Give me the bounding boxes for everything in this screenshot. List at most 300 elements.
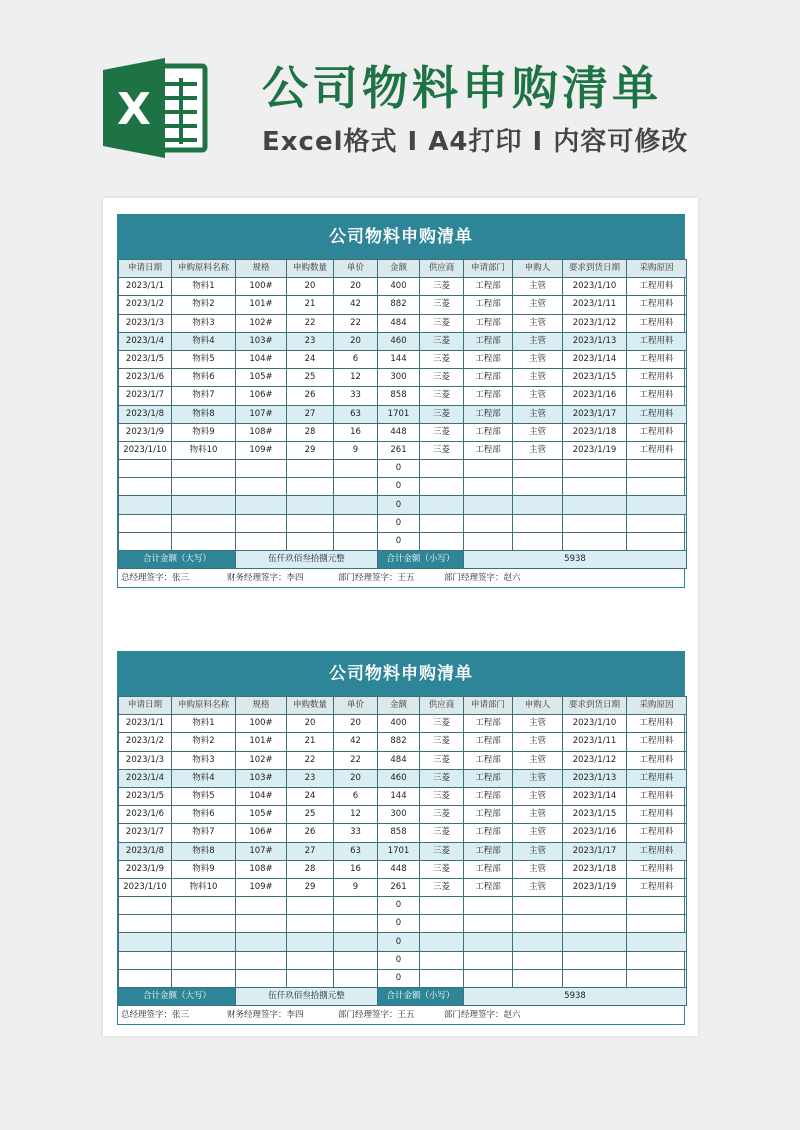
table-cell[interactable]: 0 bbox=[378, 532, 420, 550]
table-cell[interactable]: 三菱 bbox=[420, 842, 464, 860]
table-cell[interactable] bbox=[420, 478, 464, 496]
table-cell[interactable] bbox=[420, 496, 464, 514]
table-cell[interactable]: 0 bbox=[378, 933, 420, 951]
table-cell[interactable]: 2023/1/14 bbox=[563, 787, 627, 805]
table-cell[interactable]: 107# bbox=[236, 842, 287, 860]
table-cell[interactable] bbox=[287, 514, 334, 532]
table-cell[interactable]: 物料2 bbox=[172, 296, 236, 314]
table-cell[interactable]: 2023/1/5 bbox=[119, 787, 172, 805]
table-cell[interactable] bbox=[420, 532, 464, 550]
table-cell[interactable]: 9 bbox=[334, 441, 378, 459]
table-cell[interactable]: 448 bbox=[378, 860, 420, 878]
table-cell[interactable]: 三菱 bbox=[420, 332, 464, 350]
table-cell[interactable]: 1701 bbox=[378, 842, 420, 860]
table-cell[interactable]: 三菱 bbox=[420, 296, 464, 314]
table-cell[interactable]: 144 bbox=[378, 787, 420, 805]
table-cell[interactable] bbox=[236, 496, 287, 514]
table-cell[interactable]: 主管 bbox=[513, 787, 563, 805]
total-upper-value[interactable]: 伍仟玖佰叁拾捌元整 bbox=[236, 988, 378, 1006]
table-cell[interactable] bbox=[464, 969, 513, 987]
table-cell[interactable]: 主管 bbox=[513, 824, 563, 842]
table-cell[interactable] bbox=[236, 969, 287, 987]
table-cell[interactable] bbox=[464, 460, 513, 478]
table-cell[interactable]: 主管 bbox=[513, 769, 563, 787]
table-cell[interactable]: 20 bbox=[334, 332, 378, 350]
table-cell[interactable]: 9 bbox=[334, 878, 378, 896]
table-cell[interactable]: 主管 bbox=[513, 296, 563, 314]
table-cell[interactable] bbox=[172, 514, 236, 532]
table-cell[interactable]: 三菱 bbox=[420, 314, 464, 332]
table-cell[interactable]: 23 bbox=[287, 332, 334, 350]
total-lower-value[interactable]: 5938 bbox=[464, 988, 687, 1006]
table-cell[interactable]: 工程部 bbox=[464, 296, 513, 314]
table-cell[interactable]: 103# bbox=[236, 769, 287, 787]
table-cell[interactable] bbox=[334, 532, 378, 550]
table-cell[interactable]: 2023/1/2 bbox=[119, 296, 172, 314]
table-cell[interactable]: 1701 bbox=[378, 405, 420, 423]
table-cell[interactable]: 20 bbox=[334, 278, 378, 296]
table-cell[interactable] bbox=[420, 969, 464, 987]
table-cell[interactable]: 2023/1/13 bbox=[563, 332, 627, 350]
table-cell[interactable]: 0 bbox=[378, 969, 420, 987]
table-cell[interactable] bbox=[287, 496, 334, 514]
table-cell[interactable]: 2023/1/10 bbox=[119, 878, 172, 896]
table-cell[interactable]: 24 bbox=[287, 787, 334, 805]
table-cell[interactable] bbox=[627, 532, 687, 550]
table-cell[interactable] bbox=[119, 478, 172, 496]
table-cell[interactable] bbox=[119, 514, 172, 532]
table-cell[interactable]: 工程用料 bbox=[627, 733, 687, 751]
table-cell[interactable]: 28 bbox=[287, 860, 334, 878]
table-cell[interactable] bbox=[563, 460, 627, 478]
table-cell[interactable] bbox=[563, 514, 627, 532]
table-cell[interactable]: 2023/1/8 bbox=[119, 842, 172, 860]
table-cell[interactable] bbox=[563, 496, 627, 514]
table-cell[interactable]: 主管 bbox=[513, 369, 563, 387]
table-cell[interactable]: 2023/1/19 bbox=[563, 878, 627, 896]
table-cell[interactable]: 物料3 bbox=[172, 314, 236, 332]
table-cell[interactable]: 25 bbox=[287, 369, 334, 387]
table-cell[interactable]: 工程部 bbox=[464, 441, 513, 459]
table-cell[interactable]: 484 bbox=[378, 314, 420, 332]
table-cell[interactable]: 22 bbox=[287, 751, 334, 769]
table-cell[interactable]: 460 bbox=[378, 332, 420, 350]
table-cell[interactable] bbox=[334, 460, 378, 478]
table-cell[interactable]: 882 bbox=[378, 733, 420, 751]
table-cell[interactable]: 27 bbox=[287, 405, 334, 423]
table-cell[interactable]: 2023/1/7 bbox=[119, 387, 172, 405]
table-cell[interactable] bbox=[172, 496, 236, 514]
table-cell[interactable]: 400 bbox=[378, 278, 420, 296]
table-cell[interactable] bbox=[464, 496, 513, 514]
table-cell[interactable] bbox=[513, 897, 563, 915]
table-cell[interactable]: 16 bbox=[334, 860, 378, 878]
table-cell[interactable] bbox=[627, 496, 687, 514]
table-cell[interactable] bbox=[464, 951, 513, 969]
table-cell[interactable]: 2023/1/16 bbox=[563, 824, 627, 842]
table-cell[interactable] bbox=[287, 460, 334, 478]
table-cell[interactable]: 三菱 bbox=[420, 387, 464, 405]
table-cell[interactable]: 2023/1/15 bbox=[563, 369, 627, 387]
table-cell[interactable] bbox=[119, 897, 172, 915]
table-cell[interactable] bbox=[627, 969, 687, 987]
table-cell[interactable]: 工程部 bbox=[464, 405, 513, 423]
table-cell[interactable]: 100# bbox=[236, 278, 287, 296]
table-cell[interactable] bbox=[119, 532, 172, 550]
table-cell[interactable] bbox=[513, 933, 563, 951]
table-cell[interactable]: 101# bbox=[236, 733, 287, 751]
table-cell[interactable]: 三菱 bbox=[420, 369, 464, 387]
table-cell[interactable] bbox=[563, 969, 627, 987]
table-cell[interactable]: 物料2 bbox=[172, 733, 236, 751]
table-cell[interactable] bbox=[172, 460, 236, 478]
table-cell[interactable]: 物料8 bbox=[172, 842, 236, 860]
table-cell[interactable] bbox=[172, 933, 236, 951]
table-cell[interactable]: 三菱 bbox=[420, 751, 464, 769]
table-cell[interactable]: 物料6 bbox=[172, 369, 236, 387]
table-cell[interactable]: 工程用料 bbox=[627, 751, 687, 769]
table-cell[interactable] bbox=[563, 915, 627, 933]
total-lower-value[interactable]: 5938 bbox=[464, 551, 687, 569]
table-cell[interactable]: 主管 bbox=[513, 842, 563, 860]
table-cell[interactable]: 2023/1/3 bbox=[119, 751, 172, 769]
table-cell[interactable]: 工程部 bbox=[464, 787, 513, 805]
table-cell[interactable]: 2023/1/11 bbox=[563, 296, 627, 314]
table-cell[interactable] bbox=[563, 532, 627, 550]
table-cell[interactable] bbox=[236, 460, 287, 478]
table-cell[interactable]: 20 bbox=[287, 715, 334, 733]
table-cell[interactable]: 33 bbox=[334, 387, 378, 405]
table-cell[interactable] bbox=[513, 514, 563, 532]
table-cell[interactable]: 108# bbox=[236, 423, 287, 441]
table-cell[interactable]: 106# bbox=[236, 824, 287, 842]
table-cell[interactable]: 144 bbox=[378, 350, 420, 368]
table-cell[interactable]: 0 bbox=[378, 915, 420, 933]
table-cell[interactable]: 2023/1/14 bbox=[563, 350, 627, 368]
table-cell[interactable]: 106# bbox=[236, 387, 287, 405]
table-cell[interactable]: 26 bbox=[287, 824, 334, 842]
table-cell[interactable] bbox=[420, 951, 464, 969]
table-cell[interactable]: 工程用料 bbox=[627, 824, 687, 842]
table-cell[interactable]: 工程用料 bbox=[627, 769, 687, 787]
table-cell[interactable] bbox=[563, 478, 627, 496]
table-cell[interactable]: 104# bbox=[236, 787, 287, 805]
table-cell[interactable]: 6 bbox=[334, 350, 378, 368]
table-cell[interactable]: 400 bbox=[378, 715, 420, 733]
table-cell[interactable]: 0 bbox=[378, 460, 420, 478]
table-cell[interactable] bbox=[119, 951, 172, 969]
table-cell[interactable]: 2023/1/3 bbox=[119, 314, 172, 332]
table-cell[interactable]: 2023/1/8 bbox=[119, 405, 172, 423]
table-cell[interactable]: 三菱 bbox=[420, 878, 464, 896]
table-cell[interactable]: 工程用料 bbox=[627, 441, 687, 459]
table-cell[interactable]: 主管 bbox=[513, 806, 563, 824]
table-cell[interactable]: 101# bbox=[236, 296, 287, 314]
table-cell[interactable]: 882 bbox=[378, 296, 420, 314]
table-cell[interactable]: 主管 bbox=[513, 878, 563, 896]
table-cell[interactable]: 物料1 bbox=[172, 278, 236, 296]
table-cell[interactable]: 物料8 bbox=[172, 405, 236, 423]
table-cell[interactable]: 109# bbox=[236, 441, 287, 459]
table-cell[interactable]: 工程部 bbox=[464, 278, 513, 296]
table-cell[interactable]: 工程部 bbox=[464, 423, 513, 441]
table-cell[interactable]: 主管 bbox=[513, 405, 563, 423]
table-cell[interactable]: 105# bbox=[236, 806, 287, 824]
table-cell[interactable]: 工程用料 bbox=[627, 878, 687, 896]
table-cell[interactable]: 工程部 bbox=[464, 314, 513, 332]
table-cell[interactable]: 三菱 bbox=[420, 278, 464, 296]
table-cell[interactable]: 24 bbox=[287, 350, 334, 368]
table-cell[interactable]: 0 bbox=[378, 951, 420, 969]
table-cell[interactable]: 0 bbox=[378, 478, 420, 496]
table-cell[interactable] bbox=[464, 897, 513, 915]
table-cell[interactable]: 21 bbox=[287, 733, 334, 751]
table-cell[interactable]: 12 bbox=[334, 806, 378, 824]
table-cell[interactable]: 21 bbox=[287, 296, 334, 314]
table-cell[interactable]: 三菱 bbox=[420, 350, 464, 368]
table-cell[interactable]: 448 bbox=[378, 423, 420, 441]
table-cell[interactable]: 2023/1/18 bbox=[563, 423, 627, 441]
table-cell[interactable]: 858 bbox=[378, 824, 420, 842]
table-cell[interactable] bbox=[420, 514, 464, 532]
table-cell[interactable]: 22 bbox=[334, 751, 378, 769]
table-cell[interactable]: 2023/1/6 bbox=[119, 369, 172, 387]
table-cell[interactable] bbox=[334, 951, 378, 969]
table-cell[interactable]: 主管 bbox=[513, 751, 563, 769]
table-cell[interactable] bbox=[172, 915, 236, 933]
table-cell[interactable]: 22 bbox=[287, 314, 334, 332]
table-cell[interactable]: 2023/1/4 bbox=[119, 332, 172, 350]
table-cell[interactable] bbox=[627, 951, 687, 969]
table-cell[interactable] bbox=[334, 478, 378, 496]
table-cell[interactable]: 0 bbox=[378, 496, 420, 514]
table-cell[interactable] bbox=[287, 933, 334, 951]
table-cell[interactable] bbox=[287, 478, 334, 496]
table-cell[interactable]: 2023/1/5 bbox=[119, 350, 172, 368]
table-cell[interactable]: 63 bbox=[334, 842, 378, 860]
table-cell[interactable]: 物料1 bbox=[172, 715, 236, 733]
table-cell[interactable] bbox=[236, 951, 287, 969]
table-cell[interactable]: 物料10 bbox=[172, 441, 236, 459]
table-cell[interactable]: 三菱 bbox=[420, 787, 464, 805]
table-cell[interactable]: 2023/1/10 bbox=[563, 715, 627, 733]
table-cell[interactable]: 2023/1/18 bbox=[563, 860, 627, 878]
table-cell[interactable] bbox=[513, 496, 563, 514]
table-cell[interactable] bbox=[287, 969, 334, 987]
table-cell[interactable] bbox=[334, 933, 378, 951]
table-cell[interactable]: 2023/1/12 bbox=[563, 751, 627, 769]
table-cell[interactable]: 2023/1/6 bbox=[119, 806, 172, 824]
table-cell[interactable] bbox=[236, 514, 287, 532]
table-cell[interactable]: 工程部 bbox=[464, 769, 513, 787]
table-cell[interactable] bbox=[513, 460, 563, 478]
table-cell[interactable]: 0 bbox=[378, 897, 420, 915]
table-cell[interactable]: 2023/1/11 bbox=[563, 733, 627, 751]
table-cell[interactable]: 2023/1/19 bbox=[563, 441, 627, 459]
table-cell[interactable]: 484 bbox=[378, 751, 420, 769]
table-cell[interactable]: 2023/1/1 bbox=[119, 715, 172, 733]
table-cell[interactable] bbox=[119, 933, 172, 951]
table-cell[interactable] bbox=[287, 897, 334, 915]
table-cell[interactable]: 工程部 bbox=[464, 860, 513, 878]
table-cell[interactable]: 物料9 bbox=[172, 860, 236, 878]
table-cell[interactable]: 工程部 bbox=[464, 369, 513, 387]
table-cell[interactable]: 物料4 bbox=[172, 332, 236, 350]
table-cell[interactable] bbox=[464, 933, 513, 951]
table-cell[interactable] bbox=[119, 496, 172, 514]
table-cell[interactable]: 工程用料 bbox=[627, 423, 687, 441]
table-cell[interactable]: 三菱 bbox=[420, 860, 464, 878]
table-cell[interactable]: 108# bbox=[236, 860, 287, 878]
table-cell[interactable]: 25 bbox=[287, 806, 334, 824]
table-cell[interactable]: 23 bbox=[287, 769, 334, 787]
table-cell[interactable]: 261 bbox=[378, 878, 420, 896]
table-cell[interactable] bbox=[464, 532, 513, 550]
table-cell[interactable]: 工程部 bbox=[464, 806, 513, 824]
table-cell[interactable]: 工程用料 bbox=[627, 860, 687, 878]
table-cell[interactable]: 2023/1/16 bbox=[563, 387, 627, 405]
table-cell[interactable]: 28 bbox=[287, 423, 334, 441]
table-cell[interactable] bbox=[627, 915, 687, 933]
table-cell[interactable]: 2023/1/9 bbox=[119, 860, 172, 878]
table-cell[interactable] bbox=[334, 915, 378, 933]
table-cell[interactable]: 三菱 bbox=[420, 769, 464, 787]
table-cell[interactable]: 2023/1/12 bbox=[563, 314, 627, 332]
table-cell[interactable]: 物料4 bbox=[172, 769, 236, 787]
table-cell[interactable]: 工程用料 bbox=[627, 350, 687, 368]
table-cell[interactable] bbox=[464, 915, 513, 933]
table-cell[interactable]: 104# bbox=[236, 350, 287, 368]
table-cell[interactable]: 工程部 bbox=[464, 733, 513, 751]
table-cell[interactable]: 2023/1/9 bbox=[119, 423, 172, 441]
table-cell[interactable]: 三菱 bbox=[420, 806, 464, 824]
table-cell[interactable] bbox=[513, 915, 563, 933]
table-cell[interactable]: 工程用料 bbox=[627, 369, 687, 387]
table-cell[interactable]: 工程用料 bbox=[627, 842, 687, 860]
table-cell[interactable]: 物料7 bbox=[172, 824, 236, 842]
table-cell[interactable] bbox=[172, 478, 236, 496]
table-cell[interactable] bbox=[464, 478, 513, 496]
table-cell[interactable] bbox=[236, 933, 287, 951]
table-cell[interactable]: 主管 bbox=[513, 278, 563, 296]
table-cell[interactable]: 29 bbox=[287, 441, 334, 459]
table-cell[interactable] bbox=[627, 460, 687, 478]
table-cell[interactable]: 20 bbox=[334, 715, 378, 733]
table-cell[interactable]: 工程用料 bbox=[627, 296, 687, 314]
table-cell[interactable] bbox=[334, 897, 378, 915]
table-cell[interactable] bbox=[287, 951, 334, 969]
table-cell[interactable] bbox=[563, 951, 627, 969]
table-cell[interactable]: 主管 bbox=[513, 350, 563, 368]
table-cell[interactable]: 2023/1/10 bbox=[119, 441, 172, 459]
table-cell[interactable]: 物料10 bbox=[172, 878, 236, 896]
table-cell[interactable]: 300 bbox=[378, 806, 420, 824]
table-cell[interactable]: 0 bbox=[378, 514, 420, 532]
table-cell[interactable]: 12 bbox=[334, 369, 378, 387]
table-cell[interactable] bbox=[513, 478, 563, 496]
table-cell[interactable] bbox=[420, 460, 464, 478]
table-cell[interactable]: 主管 bbox=[513, 387, 563, 405]
table-cell[interactable]: 主管 bbox=[513, 733, 563, 751]
table-cell[interactable] bbox=[420, 915, 464, 933]
table-cell[interactable]: 工程用料 bbox=[627, 715, 687, 733]
table-cell[interactable]: 2023/1/13 bbox=[563, 769, 627, 787]
table-cell[interactable]: 26 bbox=[287, 387, 334, 405]
table-cell[interactable] bbox=[627, 897, 687, 915]
table-cell[interactable] bbox=[513, 532, 563, 550]
table-cell[interactable]: 工程用料 bbox=[627, 332, 687, 350]
table-cell[interactable]: 22 bbox=[334, 314, 378, 332]
table-cell[interactable]: 三菱 bbox=[420, 423, 464, 441]
table-cell[interactable] bbox=[563, 897, 627, 915]
table-cell[interactable] bbox=[334, 514, 378, 532]
table-cell[interactable]: 物料9 bbox=[172, 423, 236, 441]
table-cell[interactable]: 109# bbox=[236, 878, 287, 896]
table-cell[interactable]: 2023/1/4 bbox=[119, 769, 172, 787]
table-cell[interactable]: 三菱 bbox=[420, 441, 464, 459]
table-cell[interactable]: 33 bbox=[334, 824, 378, 842]
table-cell[interactable]: 105# bbox=[236, 369, 287, 387]
table-cell[interactable]: 2023/1/2 bbox=[119, 733, 172, 751]
table-cell[interactable]: 工程用料 bbox=[627, 278, 687, 296]
table-cell[interactable]: 工程部 bbox=[464, 842, 513, 860]
table-cell[interactable]: 2023/1/7 bbox=[119, 824, 172, 842]
table-cell[interactable]: 主管 bbox=[513, 860, 563, 878]
table-cell[interactable] bbox=[513, 951, 563, 969]
table-cell[interactable]: 工程部 bbox=[464, 387, 513, 405]
total-upper-value[interactable]: 伍仟玖佰叁拾捌元整 bbox=[236, 551, 378, 569]
table-cell[interactable]: 主管 bbox=[513, 314, 563, 332]
table-cell[interactable] bbox=[236, 915, 287, 933]
table-cell[interactable]: 工程用料 bbox=[627, 387, 687, 405]
table-cell[interactable] bbox=[287, 532, 334, 550]
table-cell[interactable]: 工程部 bbox=[464, 878, 513, 896]
table-cell[interactable]: 工程用料 bbox=[627, 806, 687, 824]
table-cell[interactable]: 300 bbox=[378, 369, 420, 387]
table-cell[interactable]: 三菱 bbox=[420, 715, 464, 733]
table-cell[interactable]: 物料3 bbox=[172, 751, 236, 769]
table-cell[interactable]: 工程部 bbox=[464, 332, 513, 350]
table-cell[interactable]: 2023/1/15 bbox=[563, 806, 627, 824]
table-cell[interactable]: 29 bbox=[287, 878, 334, 896]
table-cell[interactable]: 工程部 bbox=[464, 350, 513, 368]
table-cell[interactable]: 261 bbox=[378, 441, 420, 459]
table-cell[interactable] bbox=[420, 933, 464, 951]
table-cell[interactable] bbox=[172, 951, 236, 969]
table-cell[interactable]: 主管 bbox=[513, 332, 563, 350]
table-cell[interactable]: 460 bbox=[378, 769, 420, 787]
table-cell[interactable] bbox=[287, 915, 334, 933]
table-cell[interactable] bbox=[563, 933, 627, 951]
table-cell[interactable]: 工程用料 bbox=[627, 787, 687, 805]
table-cell[interactable]: 2023/1/10 bbox=[563, 278, 627, 296]
table-cell[interactable]: 102# bbox=[236, 751, 287, 769]
table-cell[interactable]: 63 bbox=[334, 405, 378, 423]
table-cell[interactable]: 主管 bbox=[513, 715, 563, 733]
table-cell[interactable]: 2023/1/17 bbox=[563, 405, 627, 423]
table-cell[interactable] bbox=[420, 897, 464, 915]
table-cell[interactable] bbox=[172, 532, 236, 550]
table-cell[interactable]: 858 bbox=[378, 387, 420, 405]
table-cell[interactable]: 三菱 bbox=[420, 733, 464, 751]
table-cell[interactable]: 工程部 bbox=[464, 715, 513, 733]
table-cell[interactable] bbox=[172, 897, 236, 915]
table-cell[interactable]: 42 bbox=[334, 733, 378, 751]
table-cell[interactable]: 16 bbox=[334, 423, 378, 441]
table-cell[interactable]: 6 bbox=[334, 787, 378, 805]
table-cell[interactable]: 工程部 bbox=[464, 751, 513, 769]
table-cell[interactable] bbox=[627, 514, 687, 532]
